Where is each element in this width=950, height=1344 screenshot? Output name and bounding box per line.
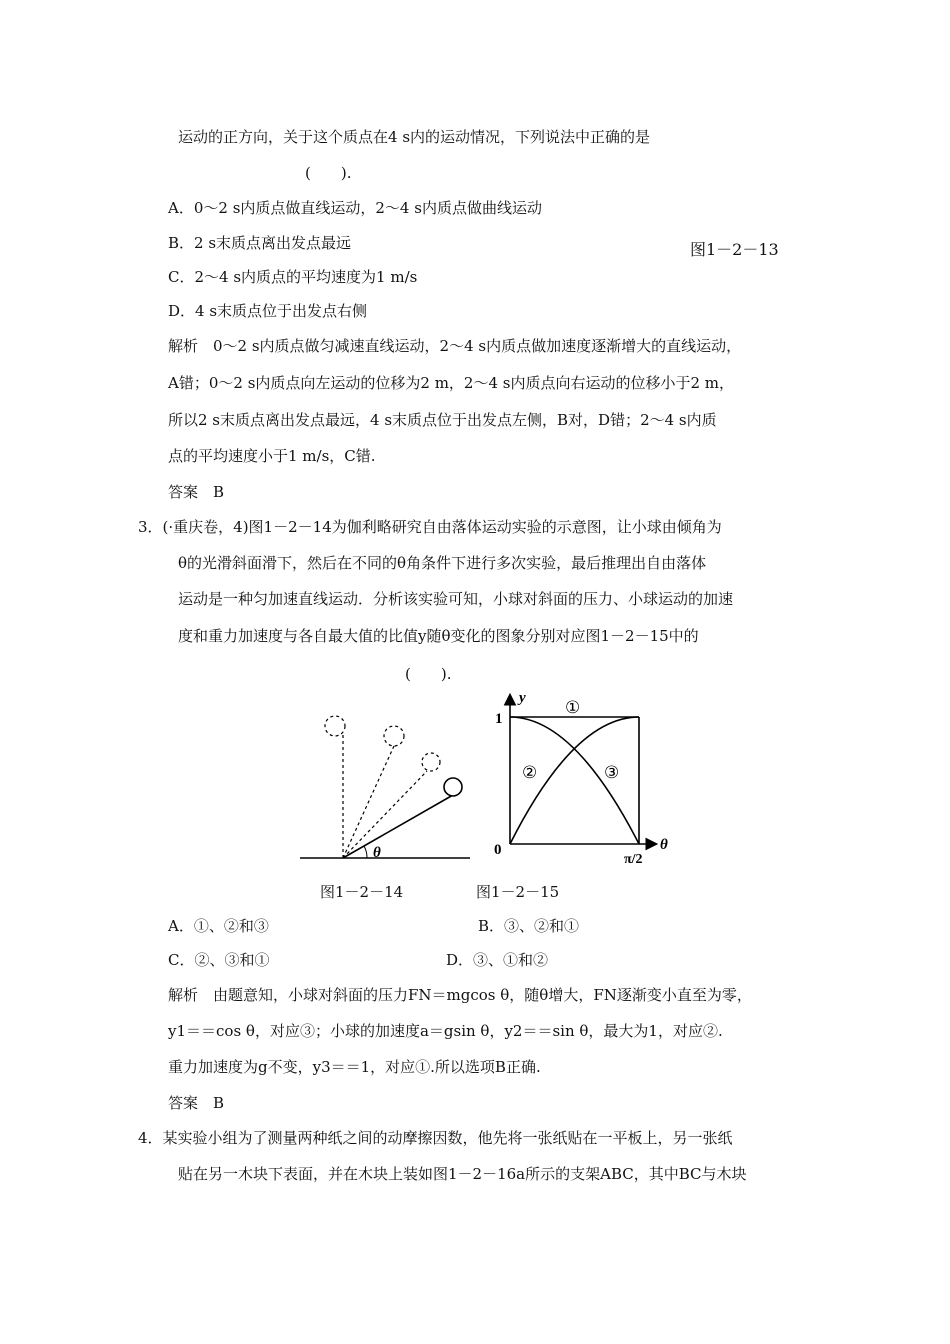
- q3-stem-line-1: 3．(·重庆卷，4)图1－2－14为伽利略研究自由落体运动实验的示意图，让小球由倾角为: [138, 518, 722, 536]
- q3-option-b: B．③、②和①: [478, 917, 580, 935]
- q2-analysis-line-2: A错；0～2 s内质点向左运动的位移为2 m，2～4 s内质点向右运动的位移小于2 m，: [168, 374, 735, 392]
- x-axis-label: θ: [660, 837, 668, 853]
- q3-option-a: A．①、②和③: [168, 917, 269, 935]
- x-tick-label: π/2: [624, 852, 643, 867]
- q3-answer: 答案 B: [168, 1094, 225, 1112]
- q4-stem-line-1: 4．某实验小组为了测量两种纸之间的动摩擦因数，他先将一张纸贴在一平板上，另一张纸: [138, 1129, 733, 1147]
- curve-1-label: ①: [565, 698, 581, 717]
- q2-answer: 答案 B: [168, 483, 225, 501]
- y-axis-label: y: [519, 690, 526, 706]
- incline-line: [343, 795, 453, 858]
- angle-arc: [364, 846, 367, 858]
- q3-answer-blank: ( ).: [405, 665, 452, 683]
- ball-dashed-2: [384, 726, 404, 746]
- q2-analysis-line-3: 所以2 s末质点离出发点最远，4 s末质点位于出发点左侧，B对，D错；2～4 s内质: [168, 411, 717, 429]
- figure-1-2-15: [490, 688, 680, 868]
- angle-label: θ: [373, 845, 381, 861]
- origin-label: 0: [494, 842, 502, 858]
- q3-analysis-line-3: 重力加速度为g不变，y3＝＝1，对应①.所以选项B正确.: [168, 1058, 541, 1076]
- ball-solid: [444, 778, 462, 796]
- q3-analysis-line-2: y1＝＝cos θ，对应③；小球的加速度a＝gsin θ，y2＝＝sin θ，最大为1，对应②.: [168, 1022, 723, 1040]
- q2-figure-label: 图1－2－13: [690, 240, 779, 259]
- q3-stem-line-4: 度和重力加速度与各自最大值的比值y随θ变化的图象分别对应图1－2－15中的: [178, 627, 699, 645]
- y-tick-label: 1: [495, 711, 503, 727]
- curve-3-label: ③: [604, 763, 620, 782]
- q3-analysis-line-1: 解析 由题意知，小球对斜面的压力FN＝mgcos θ，随θ增大，FN逐渐变小直至为零，: [168, 986, 752, 1004]
- ball-dashed-3: [422, 753, 440, 771]
- curve-2-label: ②: [522, 763, 538, 782]
- figure-1-2-14-caption: 图1－2－14: [320, 883, 404, 901]
- q2-stem: 运动的正方向，关于这个质点在4 s内的运动情况，下列说法中正确的是: [178, 128, 651, 146]
- dashed-line-2: [343, 746, 394, 858]
- figure-1-2-15-caption: 图1－2－15: [476, 883, 560, 901]
- q2-option-b: B．2 s末质点离出发点最远: [168, 234, 352, 252]
- q2-option-c: C．2～4 s内质点的平均速度为1 m/s: [168, 268, 418, 286]
- q2-analysis-line-1: 解析 0～2 s内质点做匀减速直线运动，2～4 s内质点做加速度逐渐增大的直线运动，: [168, 337, 742, 355]
- dashed-line-3: [343, 771, 427, 858]
- q3-option-c: C．②、③和①: [168, 951, 270, 969]
- q2-option-d: D．4 s末质点位于出发点右侧: [168, 302, 368, 320]
- q3-stem-line-2: θ的光滑斜面滑下，然后在不同的θ角条件下进行多次实验，最后推理出自由落体: [178, 554, 707, 572]
- q2-option-a: A．0～2 s内质点做直线运动，2～4 s内质点做曲线运动: [168, 199, 542, 217]
- ball-dashed-1: [325, 716, 345, 736]
- q2-analysis-line-4: 点的平均速度小于1 m/s，C错.: [168, 447, 376, 465]
- q3-stem-line-3: 运动是一种匀加速直线运动．分析该实验可知，小球对斜面的压力、小球运动的加速: [178, 590, 734, 608]
- q4-stem-line-2: 贴在另一木块下表面，并在木块上装如图1－2－16a所示的支架ABC，其中BC与木块: [178, 1165, 747, 1183]
- figure-1-2-14: [295, 705, 480, 865]
- q2-answer-blank: ( ).: [305, 164, 352, 182]
- q3-option-d: D．③、①和②: [446, 951, 549, 969]
